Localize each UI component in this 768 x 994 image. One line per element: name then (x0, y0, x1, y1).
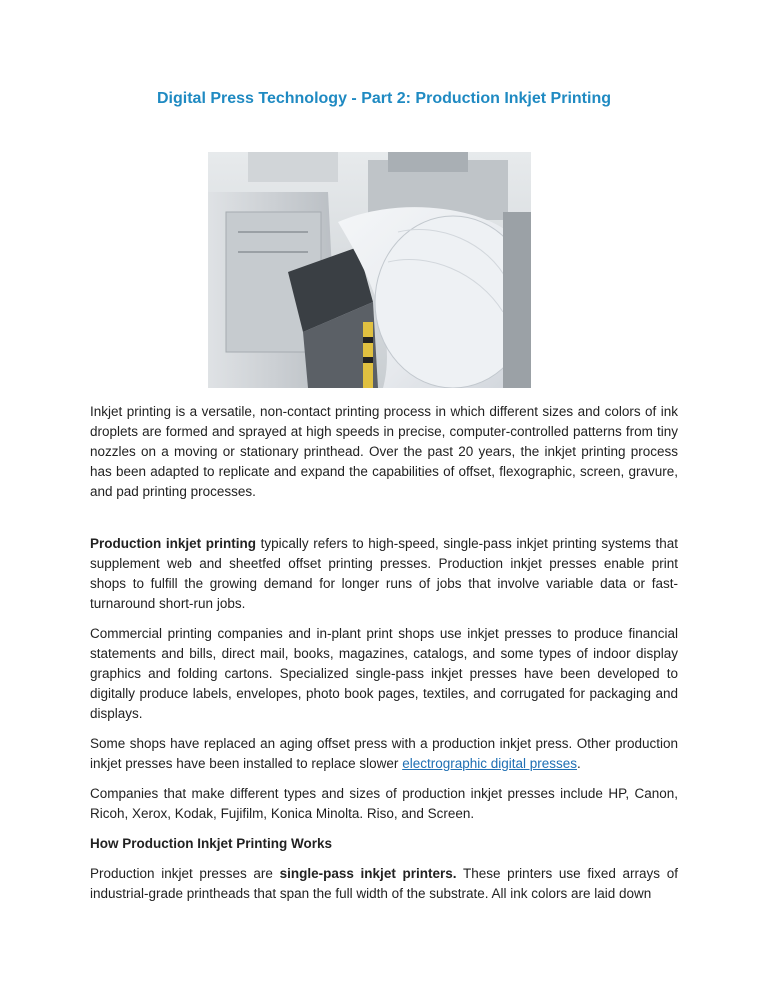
section-heading (90, 834, 678, 854)
bold-term: single-pass inkjet printers. (279, 866, 457, 881)
paragraph-text: Production inkjet presses are (90, 866, 280, 881)
paragraph-companies: Companies that make different types and sizes of production inkjet presses include HP, Canon, Ricoh, Xerox, Kodak, Fujifilm, Konica Minolta. Riso, and Screen. (90, 786, 678, 821)
electrographic-link[interactable]: electrographic digital presses (402, 756, 578, 771)
printing-press-photo (208, 152, 531, 388)
article-body (90, 402, 678, 914)
printing-press-illustration (208, 152, 531, 388)
document-title: Digital Press Technology - Part 2: Production Inkjet Printing (157, 90, 611, 107)
paragraph-commercial: Commercial printing companies and in-plant print shops use inkjet presses to produce financial statements and bills, direct mail, books, magazines, catalogs, and some types of indoor display graphics and folding cartons. Specialized single-pass inkjet presses have been developed to digitally produce labels, envelopes, photo book pages, textiles, and corrugated for packaging and displays. (90, 626, 678, 721)
paragraph-replacement (90, 734, 678, 774)
paragraph-intro: Inkjet printing is a versatile, non-contact printing process in which different sizes and colors of ink droplets are formed and sprayed at high speeds in precise, computer-controlled patterns from tiny nozzles on a moving or stationary printhead. Over the past 20 years, the inkjet printing process has been adapted to replicate and expand the capabilities of offset, flexographic, screen, gravure, and pad printing processes. (90, 404, 678, 499)
paragraph-text: Some shops have replaced an aging offset press with a production inkjet press. Other production inkjet presses have been installed to replace slower (90, 736, 678, 771)
paragraph-text: typically refers to high-speed, single-pass inkjet printing systems that supplement web and sheetfed offset printing presses. Production inkjet presses enable print shops to fulfill the growing demand for longer runs of jobs that involve variable data or fast-turnaround short-run jobs. (90, 536, 678, 611)
heading-text: How Production Inkjet Printing Works (90, 836, 333, 851)
paragraph-production-inkjet (90, 534, 678, 614)
paragraph-text: These printers use fixed arrays of industrial-grade printheads that span the full width of the substrate. All ink colors are laid down (90, 866, 678, 901)
paragraph-text: . (577, 756, 581, 771)
bold-term: Production inkjet printing (90, 536, 256, 551)
paragraph-how-it-works (90, 864, 678, 904)
